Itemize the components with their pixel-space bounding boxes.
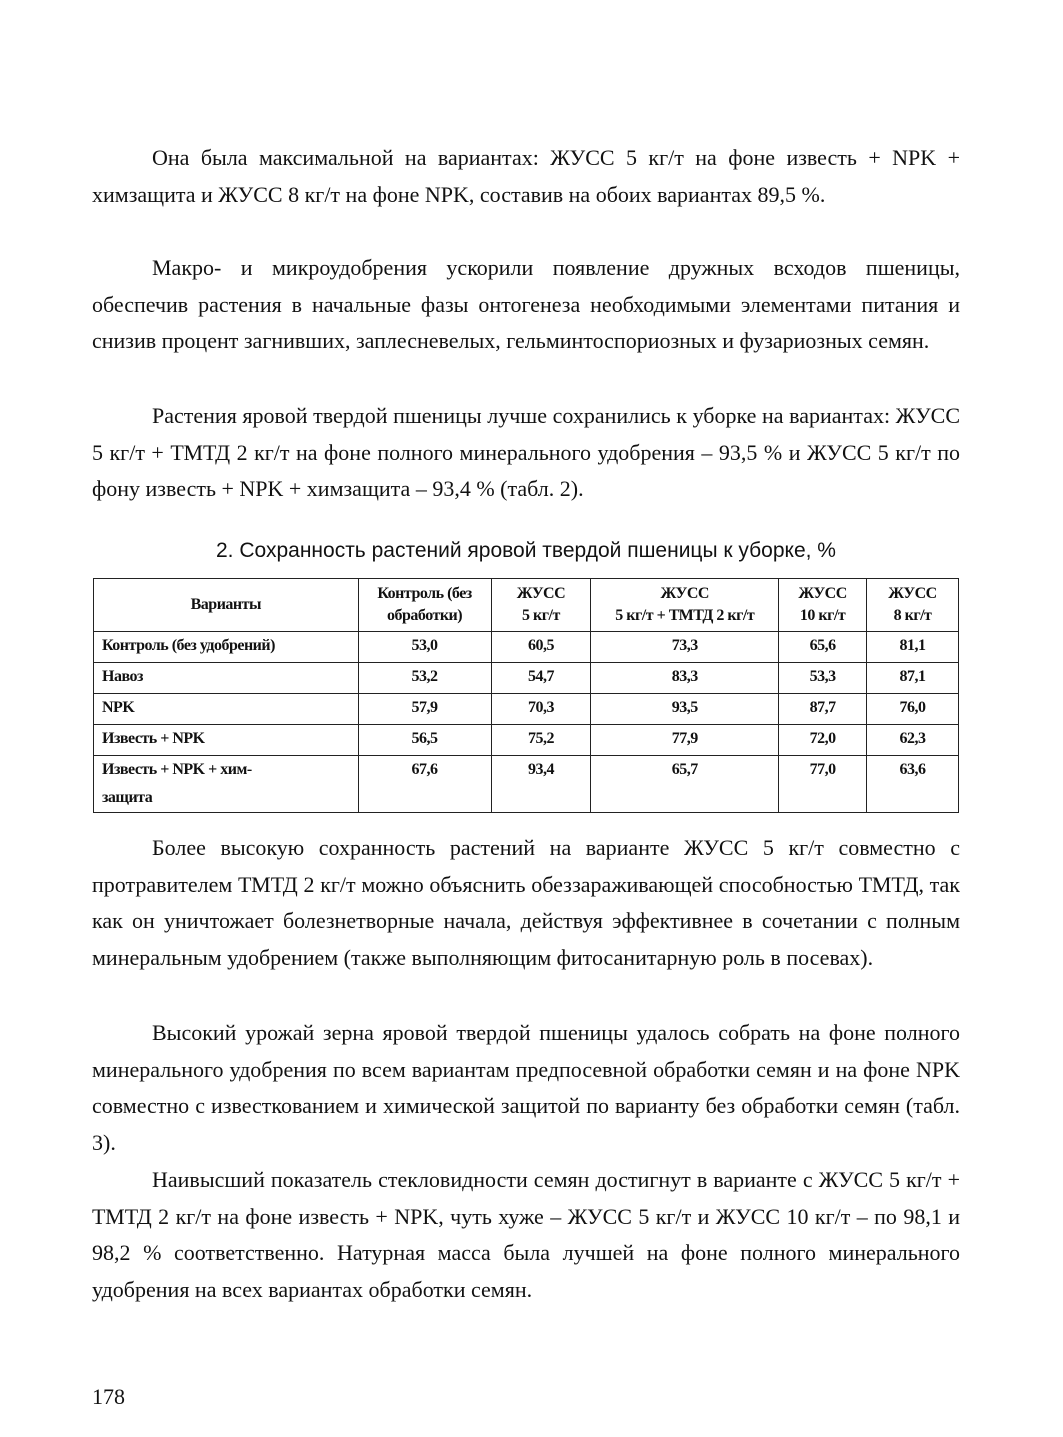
cell-value: 57,9: [358, 694, 491, 725]
cell-value: 81,1: [867, 632, 959, 663]
cell-value: 72,0: [779, 725, 867, 756]
paragraph-1: Она была максимальной на вариантах: ЖУСС 5 кг/т на фоне известь + NPK + химзащита и ЖУСС 8 кг/т на фоне NPK, составив на обоих вариантах 89,5 %.: [92, 145, 960, 207]
cell-value: 65,7: [591, 756, 779, 813]
table-row: [94, 725, 959, 756]
row-variant-label: Контроль (без удобрений): [94, 632, 359, 663]
cell-value: 56,5: [358, 725, 491, 756]
row-variant-label: [94, 756, 359, 813]
table-header-row: [94, 579, 959, 632]
table-row: [94, 756, 959, 813]
header-control-line2: обработки): [387, 607, 463, 624]
cell-value: 93,5: [591, 694, 779, 725]
header-control: [358, 579, 491, 632]
paragraph-3: Растения яровой твердой пшеницы лучше сохранились к уборке на вариантах: ЖУСС 5 кг/т + ТМТД 2 кг/т на фоне полного минерального удобрения – 93,5 % и ЖУСС 5 кг/т по фону известь + NPK + химзащита – 93,4 % (табл. 2).: [92, 403, 960, 501]
table-row: [94, 663, 959, 694]
paragraph-2: Макро- и микроудобрения ускорили появление дружных всходов пшеницы, обеспечив растения в начальные фазы онтогенеза необходимыми элементами питания и снизив процент загнивших, заплесневелых, гельминтоспориозных и фузариозных семян.: [92, 255, 960, 353]
table-row: [94, 694, 959, 725]
header-zhuss-10-line2: 10 кг/т: [799, 607, 846, 624]
row-variant-label-line1: Известь + NPK + хим-: [102, 761, 252, 778]
paragraph-6: Наивысший показатель стекловидности семян достигнут в варианте с ЖУСС 5 кг/т + ТМТД 2 кг/т на фоне известь + NPK, чуть хуже – ЖУСС 5 кг/т и ЖУСС 10 кг/т – по 98,1 и 98,2 % соответственно. Натурная масса была лучшей на фоне полного минерального удобрения на всех вариантах обработки семян.: [92, 1167, 960, 1302]
paragraph-4: Более высокую сохранность растений на варианте ЖУСС 5 кг/т совместно с протравителем ТМТД 2 кг/т можно объяснить обеззараживающей способностью ТМТД, так как он уничтожает болезнетворные начала, действуя эффективнее в сочетании с полным минеральным удобрением (также выполняющим фитосанитарную роль в посевах).: [92, 835, 960, 970]
cell-value: 87,7: [779, 694, 867, 725]
header-variants: [94, 579, 359, 632]
cell-value: 87,1: [867, 663, 959, 694]
cell-value: 63,6: [867, 756, 959, 813]
header-zhuss-10: [779, 579, 867, 632]
header-variants-label: Варианты: [190, 596, 261, 613]
cell-value: 62,3: [867, 725, 959, 756]
row-variant-label: NPK: [94, 694, 359, 725]
page-number: 178: [92, 1384, 125, 1409]
header-zhuss-5-line2: 5 кг/т: [522, 607, 560, 624]
header-zhuss-5: [491, 579, 591, 632]
header-zhuss-10-line1: ЖУСС: [798, 585, 847, 602]
header-zhuss-8: [867, 579, 959, 632]
survival-table: [93, 578, 959, 813]
table-caption: 2. Сохранность растений яровой твердой пшеницы к уборке, %: [216, 539, 836, 562]
header-zhuss-5-tmtd-line2: 5 кг/т + ТМТД 2 кг/т: [615, 607, 755, 624]
header-control-line1: Контроль (без: [377, 585, 472, 602]
row-variant-label: Известь + NPK: [94, 725, 359, 756]
cell-value: 53,2: [358, 663, 491, 694]
cell-value: 70,3: [491, 694, 591, 725]
cell-value: 54,7: [491, 663, 591, 694]
header-zhuss-8-line1: ЖУСС: [888, 585, 937, 602]
header-zhuss-8-line2: 8 кг/т: [893, 607, 932, 624]
cell-value: 77,0: [779, 756, 867, 813]
header-zhuss-5-tmtd: [591, 579, 779, 632]
paragraph-5: Высокий урожай зерна яровой твердой пшеницы удалось собрать на фоне полного минерального удобрения по всем вариантам предпосевной обработки семян и на фоне NPK совместно с известкованием и химической защитой по варианту без обработки семян (табл. 3).: [92, 1020, 960, 1155]
cell-value: 75,2: [491, 725, 591, 756]
cell-value: 60,5: [491, 632, 591, 663]
cell-value: 53,0: [358, 632, 491, 663]
cell-value: 77,9: [591, 725, 779, 756]
cell-value: 76,0: [867, 694, 959, 725]
cell-value: 83,3: [591, 663, 779, 694]
cell-value: 67,6: [358, 756, 491, 813]
table-row: [94, 632, 959, 663]
cell-value: 65,6: [779, 632, 867, 663]
cell-value: 73,3: [591, 632, 779, 663]
header-zhuss-5-line1: ЖУСС: [516, 585, 566, 602]
row-variant-label-line2: защита: [102, 789, 153, 806]
header-zhuss-5-tmtd-line1: ЖУСС: [660, 585, 709, 602]
cell-value: 93,4: [491, 756, 591, 813]
cell-value: 53,3: [779, 663, 867, 694]
row-variant-label: Навоз: [94, 663, 359, 694]
